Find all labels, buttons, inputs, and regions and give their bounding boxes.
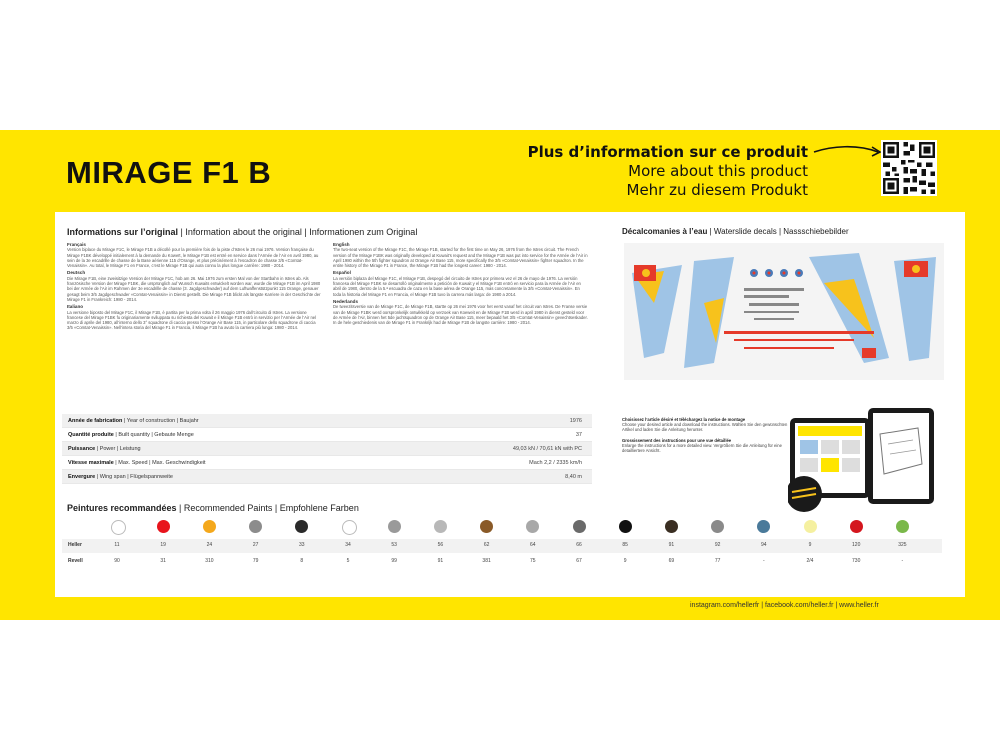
paint-swatch: [157, 520, 170, 533]
info-paragraph: Version biplace du Mirage F1C, le Mirage F1B a décollé pour la première fois de la piste d’Istres le 26 mai 1976. Version française du Mirage F1BK développé initialement à la demande du Koweït, le Mirage F1B est entré en service dans l’Armée de l’Air en avril 1980, au sein de la 3e escadrille de chasse de la Base aérienne 115 d’Orange, et plus précisément à l’escadron de chasse 3/5 «Comtat-Venaissin». Au total, le Mirage F1 en France, c’est le Mirage F1B qui aura connu la plus longue carrière: 1980 - 2014.: [67, 247, 319, 269]
heller-row: [62, 539, 942, 553]
info-paragraph: Die Mirage F1B, eine zweisitzige Version der Mirage F1C, hob am 26. Mai 1976 zum ersten Mal von der Startbahn in Istres ab. Als französische Version der Mirage F1BK, die ursprünglich auf Wunsch Kuwaits entwickelt worden war, wurde die Mirage F1B im April 1980 bei der Armée de l’Air im Rahmen der 3e escadrille de chasse (3. Jagdgeschwader) auf dem Luftwaffenstützpunkt 115 Orange, genauer gesagt beim 3/5 Jagdgeschwader «Comtat-Venaissin» in Dienst gestellt. Die Mirage F1B blickt als längste Karriere in der Geschichte der Mirage F1 in Frankreich: 1980 - 2014.: [67, 275, 321, 302]
tablet-devices-image: [788, 404, 948, 514]
paint-swatch: [434, 520, 447, 533]
spec-row: Année de fabrication | Year of construction | Baujahr 1976: [62, 414, 592, 428]
info-right-column: [333, 240, 588, 410]
info-paragraph: La versión biplaza del Mirage F1C, el Mirage F1B, despegó del circuito de Istres por primera vez el 26 de mayo de 1976. La versión francesa del Mirage F1BK se desarrolló originalmente a petición de Kuwait y el Mirage F1B entró en servicio para la Armée de l’Air en abril de 1980, dentro de la 5.ª escuadra de caza en la base aérea de Orange 115, más concretamente la 3/5 «Comtat-Venaissin». En toda la historia del Mirage F1 en Francia, el Mirage F1B tuvo la carrera más larga: de 1980 a 2014.: [333, 275, 581, 297]
spec-value: 37: [575, 431, 582, 438]
arrow-icon: [812, 140, 884, 162]
revell-code: 381: [482, 558, 491, 564]
heller-code: 64: [530, 542, 536, 548]
paint-swatch: [111, 520, 126, 535]
instructions-text: Choisissez l’article désiré et téléchargez la notice de montage Choose your desired article and download the instructions. Wählen Sie den gewünschten Artikel und laden Sie die Anleitung herunter. Grossissement des instructions pour une vue détaillée Enlarge the instructions for a more detailed view. Vergrößern Sie die Anleitung für eine detailliertere Ansicht.: [622, 417, 788, 454]
product-title: MIRAGE F1 B: [66, 155, 272, 190]
revell-code: -: [901, 558, 904, 564]
heller-code: 85: [622, 542, 628, 548]
paint-swatch: [526, 520, 539, 533]
qr-code-icon[interactable]: [881, 140, 937, 196]
revell-code: 8: [300, 558, 304, 564]
heller-code: 33: [299, 542, 305, 548]
heller-code: 91: [668, 542, 675, 548]
revell-code: 9: [623, 558, 627, 564]
decal-sheet-image: [624, 243, 944, 380]
more-info-de: Mehr zu diesem Produkt: [626, 181, 808, 199]
paint-swatch: [249, 520, 262, 533]
revell-code: 69: [668, 558, 675, 564]
revell-row: [62, 555, 942, 569]
revell-code: 310: [205, 558, 214, 564]
row-label: Heller: [68, 542, 82, 548]
heller-code: 24: [206, 542, 213, 548]
heller-code: 92: [714, 542, 721, 548]
info-paragraph: La versione biposto del Mirage F1C, il Mirage F1B, è partita per la prima volta il 26 maggio 1976 dall’circuito di Istres. La versione francese del Mirage F1BK fu originariamente sviluppata su richiesta del Kuwait e il Mirage F1B entrò in servizio per l’Armée de l’Air nel marzo di aprile del 1980, all’interno dello 3° squadrone di caccia presso l’Orange Air Base 115, in particolare dello squadrone di caccia 3/5 «Comtat-Venaissin». Nell’intera storia del Mirage F1 in Francia, il Mirage F1B ha avuto la carriera più lunga: 1980 - 2014.: [67, 309, 317, 331]
paint-swatch: [573, 520, 586, 533]
revell-code: 67: [576, 558, 582, 564]
paint-swatch: [480, 520, 493, 533]
spec-table: [62, 414, 592, 484]
paint-swatch: [665, 520, 678, 533]
revell-code: 90: [114, 558, 120, 564]
info-original-heading: Informations sur l’original | Information about the original | Informationen zum Original: [67, 227, 418, 237]
info-paragraph: De tweezitsversie van de Mirage F1C, de Mirage F1B, startte op 26 mei 1976 voor het eerst vanaf het circuit van Istres. De Franse versie van de Mirage F1BK werd oorspronkelijk ontwikkeld op verzoek van Koeweit en de Mirage F1B werd in april 1980 in dienst gesteld voor de Armée de l’Air, binnen het 5de jachtsquadron op de Orange Air Base 115, meer bepaald het 3/5 «Comtat-Venaissin» gevechtseskader. In de hele geschiedenis van de Mirage F1 in Frankrijk had de Mirage F1B de langste carrière: 1980 - 2014.: [333, 304, 588, 326]
revell-code: 91: [437, 558, 444, 564]
more-info-block: [528, 143, 808, 200]
paint-swatch: [619, 520, 632, 533]
revell-code: -: [762, 558, 765, 564]
revell-code: 5: [346, 558, 350, 564]
paint-table: [62, 520, 942, 570]
lang-label: Español: [333, 270, 351, 276]
heller-code: 11: [114, 542, 120, 548]
revell-code: 79: [252, 558, 259, 564]
lang-label: English: [333, 242, 350, 247]
revell-code: 730: [852, 558, 861, 564]
spec-row: Quantité produite | Built quantity | Gebaute Menge 37: [62, 428, 592, 442]
heller-code: 66: [576, 542, 582, 548]
paint-swatch: [804, 520, 817, 533]
info-paragraph: The two-seat version of the Mirage F1C, the Mirage F1B, started for the first time on May 26, 1976 from the Istres circuit. The French version of the Mirage F1BK was originally developed at Kuwait’s request and the Mirage F1B was put into service for the Armée de l’Air in April 1980 within the 5th fighter squadron at Orange Air Base 115, more specifically the 3/5 «Comtat-Venaissin» fighter squadron. In the entire history of the Mirage F1 in France, the Mirage F1B had the longest career: 1980 - 2014.: [333, 247, 588, 269]
paints-heading: Peintures recommandées | Recommended Paints | Empfohlene Farben: [67, 503, 359, 513]
spec-row: Vitesse maximale | Max. Speed | Max. Geschwindigkeit Mach 2,2 / 2335 km/h: [62, 456, 592, 470]
lang-label: Nederlands: [333, 298, 359, 304]
paint-swatch: [757, 520, 770, 533]
paint-swatch: [203, 520, 216, 533]
paint-swatch: [896, 520, 909, 533]
heller-code: 27: [252, 542, 259, 548]
heller-code: 62: [483, 542, 490, 548]
spec-row: Puissance | Power | Leistung 49,03 kN / 70,61 kN with PC: [62, 442, 592, 456]
more-info-fr: Plus d’information sur ce produit: [527, 143, 808, 161]
spec-value: 8,40 m: [565, 473, 582, 480]
paint-swatch: [711, 520, 724, 533]
paint-swatch: [850, 520, 863, 533]
heller-code: 120: [852, 542, 861, 548]
heller-code: 94: [761, 542, 767, 548]
info-left-column: [67, 240, 322, 410]
spec-value: 49,03 kN / 70,61 kN with PC: [512, 445, 582, 452]
social-links[interactable]: instagram.com/hellerfr | facebook.com/heller.fr | www.heller.fr: [690, 602, 879, 609]
row-label: Revell: [68, 558, 83, 564]
paint-swatch: [342, 520, 357, 535]
revell-code: 75: [530, 558, 536, 564]
heller-code: 53: [391, 542, 397, 548]
lang-label: Français: [67, 242, 86, 247]
heller-code: 56: [437, 542, 444, 548]
spec-row: Envergure | Wing span | Flügelspannweite 8,40 m: [62, 470, 592, 484]
revell-code: 77: [714, 558, 721, 564]
more-info-en: More about this product: [628, 162, 808, 180]
revell-code: 99: [391, 558, 397, 564]
spec-value: 1976: [569, 417, 582, 424]
paint-swatch: [388, 520, 401, 533]
decals-heading: Décalcomanies à l’eau | Waterslide decals | Nassschiebebilder: [622, 227, 849, 236]
lang-label: Italiano: [67, 304, 84, 310]
heller-code: 9: [808, 542, 812, 548]
revell-code: 2/4: [806, 558, 814, 564]
lang-label: Deutsch: [67, 270, 86, 276]
paint-swatch: [295, 520, 308, 533]
heller-code: 19: [160, 542, 166, 548]
heller-code: 325: [898, 542, 907, 548]
swatch-row: [62, 520, 942, 534]
revell-code: 31: [160, 558, 166, 564]
spec-value: Mach 2,2 / 2335 km/h: [529, 459, 582, 466]
heller-code: 34: [345, 542, 351, 548]
